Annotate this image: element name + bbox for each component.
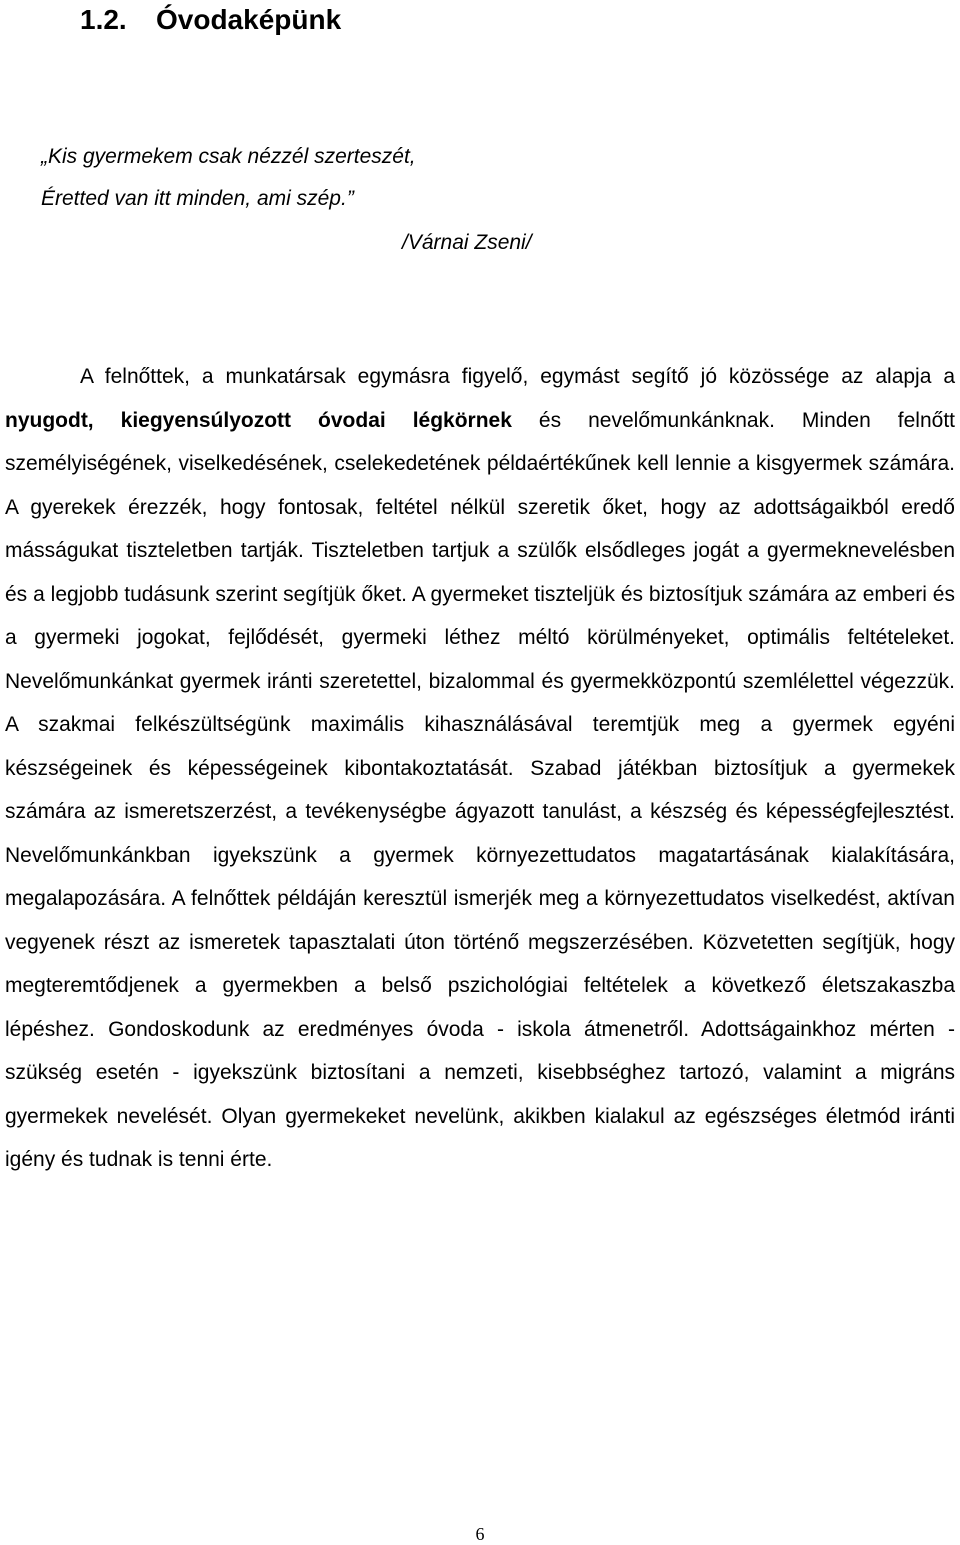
motto-line-1: „Kis gyermekem csak nézzél szerteszét, (41, 145, 416, 168)
section-heading (80, 3, 341, 37)
paragraph-rest: és nevelőmunkánknak. Minden felnőtt személyiségének, viselkedésének, cselekedetének példaértékűnek kell lennie a kisgyermek számára. A gyerekek érezzék, hogy fontosak, feltétel nélkül szeretik őket, hogy az adottságaikból eredő másságukat tiszteletben tartják. Tiszteletben tartjuk a szülők elsődleges jogát a gyermeknevelésben és a legjobb tudásunk szerint segítjük őket. A gyermeket tiszteljük és biztosítjuk számára az emberi és a gyermeki jogokat, fejlődését, gyermeki léthez méltó körülményeket, optimális feltételeket. Nevelőmunkánkat gyermek iránti szeretettel, bizalommal és gyermekközpontú szemlélettel végezzük. A szakmai felkészültségünk maximális kihasználásával teremtjük meg a gyermek egyéni készségeinek és képességeinek kibontakoztatását. Szabad játékban biztosítjuk a gyermekek számára az ismeretszerzést, a tevékenységbe ágyazott tanulást, a készség és képességfejlesztést. Nevelőmunkánkban igyekszünk a gyermek környezettudatos magatartásának kialakítására, megalapozására. A felnőttek példáján keresztül ismerjék meg a környezettudatos viselkedést, aktívan vegyenek részt az ismeretek tapasztalati úton történő megszerzésében. Közvetetten segítjük, hogy megteremtődjenek a gyermekben a belső pszichológiai feltételek a következő életszakaszba lépéshez. Gondoskodunk az eredményes óvoda - iskola átmenetről. Adottságainkhoz mérten - szükség esetén - igyekszünk biztosítani a nemzeti, kisebbséghez tartozó, valamint a migráns gyermekek nevelését. Olyan gyermekeket nevelünk, akikben kialakul az egészséges életmód iránti igény és tudnak is tenni érte. (5, 408, 955, 1171)
body-paragraph (5, 355, 955, 1182)
page-number: 6 (475, 1524, 485, 1544)
section-title: Óvodaképünk (156, 4, 342, 35)
section-number: 1.2. (80, 4, 127, 35)
paragraph-intro: A felnőttek, a munkatársak egymásra figyelő, egymást segítő jó közössége az alapja a (80, 365, 955, 388)
motto-line-2: Éretted van itt minden, ami szép.” (41, 187, 354, 210)
paragraph-emphasis: nyugodt, kiegyensúlyozott óvodai légkörnek (5, 408, 512, 432)
motto-author: /Várnai Zseni/ (402, 231, 532, 254)
